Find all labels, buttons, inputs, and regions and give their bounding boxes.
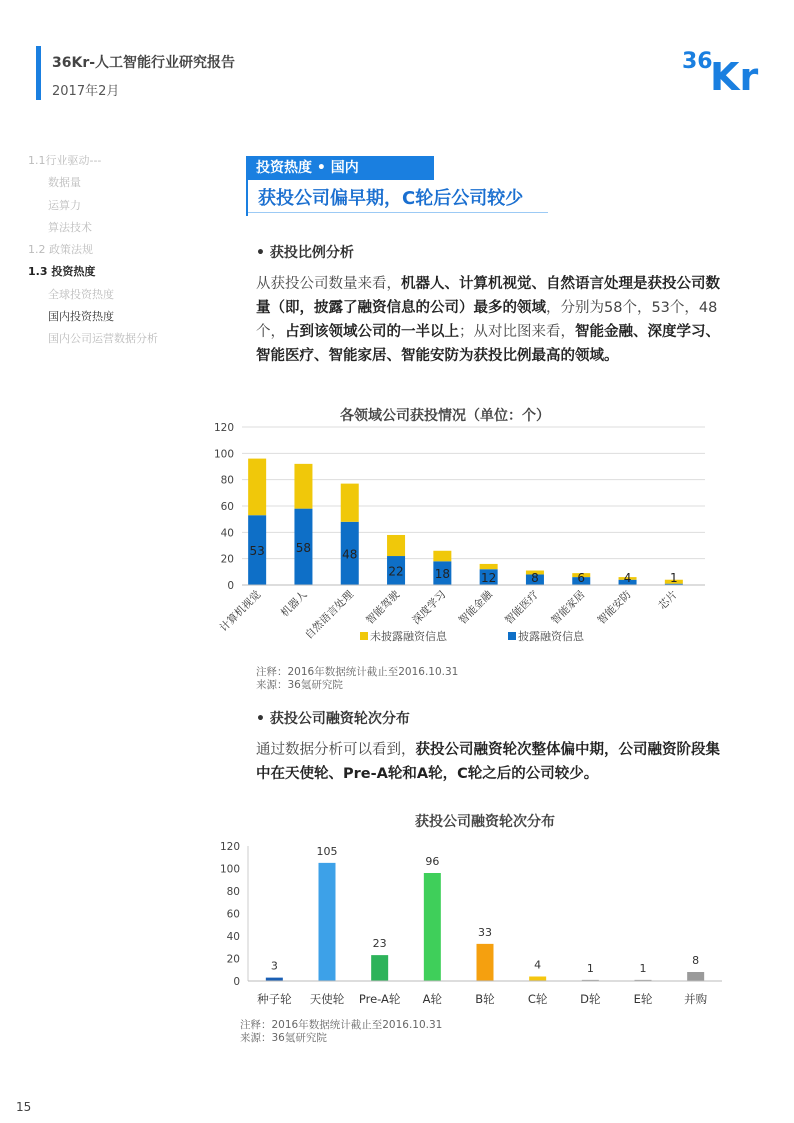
toc-item[interactable]: 1.1行业驱动--- xyxy=(28,154,102,167)
x-tick-label: 自然语言处理 xyxy=(302,588,356,642)
source2-line: 来源：36氪研究院 xyxy=(240,1032,327,1044)
x-tick-label: 深度学习 xyxy=(410,588,449,627)
bold-run: 占到该领域公司的一半以上 xyxy=(285,324,459,340)
y-tick-label: 80 xyxy=(220,474,234,487)
legend-swatch xyxy=(360,632,368,640)
section-title: 获投公司偏早期，C轮后公司较少 xyxy=(258,188,524,209)
y-tick-label: 40 xyxy=(220,527,234,540)
note1-line: 注释：2016年数据统计截止至2016.10.31 xyxy=(256,666,459,678)
bar-undisclosed xyxy=(248,459,266,516)
text-run: 通过数据分析可以看到， xyxy=(256,742,416,758)
block1-paragraph xyxy=(256,272,726,368)
chart-funding-rounds xyxy=(200,808,730,1018)
report-title: 36Kr-人工智能行业研究报告 xyxy=(52,55,236,71)
x-tick-label: 机器人 xyxy=(278,588,310,620)
bar-undisclosed xyxy=(294,464,312,509)
logo-36kr xyxy=(680,38,770,98)
bold-run: 机器人、计算机视觉、自然语言处理是获投公司数量（即，披露了融资信息的公司）最多的领域 xyxy=(256,276,720,316)
bar-undisclosed xyxy=(341,484,359,522)
y-tick-label: 20 xyxy=(226,953,240,966)
page-number: 15 xyxy=(16,1100,32,1114)
chart-title: 获投公司融资轮次分布 xyxy=(415,814,555,830)
data-label: 8 xyxy=(692,954,700,967)
x-tick-label: 天使轮 xyxy=(309,992,345,1006)
legend-label: 未披露融资信息 xyxy=(370,630,447,643)
x-tick-label: 种子轮 xyxy=(257,992,292,1006)
note1 xyxy=(256,666,458,692)
section-divider xyxy=(248,212,548,213)
x-tick-label: 智能金融 xyxy=(456,588,495,627)
y-tick-label: 60 xyxy=(220,501,234,513)
data-label: 3 xyxy=(270,959,278,973)
data-label: 1 xyxy=(586,961,594,975)
report-date: 2017年2月 xyxy=(52,84,120,99)
bar-undisclosed xyxy=(480,564,498,569)
bar xyxy=(424,873,441,981)
bar xyxy=(371,955,388,981)
x-tick-label: 计算机视觉 xyxy=(217,588,264,635)
section-tag: 投资热度 • 国内 xyxy=(248,156,434,180)
x-tick-label: A轮 xyxy=(422,992,443,1006)
bar xyxy=(529,977,546,982)
text-run: ；从对比图来看， xyxy=(459,324,575,340)
legend-swatch xyxy=(508,632,516,640)
data-label: 12 xyxy=(481,571,497,585)
note2-line: 注释：2016年数据统计截止至2016.10.31 xyxy=(240,1019,443,1031)
note2 xyxy=(240,1019,442,1045)
bold-run: 智能金融、深度学习、智能医疗、智能家居、智能安防为获投比例最高的领域。 xyxy=(256,324,720,364)
bar xyxy=(266,978,283,981)
svg-text:36: 36 xyxy=(682,49,713,74)
x-tick-label: 智能驾驶 xyxy=(363,588,403,627)
y-tick-label: 120 xyxy=(219,841,240,853)
bar xyxy=(319,863,336,981)
data-label: 58 xyxy=(295,540,312,555)
chart-title: 各领域公司获投情况（单位：个） xyxy=(340,408,550,424)
svg-text:Kr: Kr xyxy=(710,55,759,98)
bold-run: 获投公司融资轮次整体偏中期，公司融资阶段集中在天使轮、Pre-A轮和A轮，C轮之后的公司较少。 xyxy=(256,742,720,782)
data-label: 1 xyxy=(670,571,678,585)
toc-item[interactable]: 数据量 xyxy=(48,176,81,190)
bar-undisclosed xyxy=(387,535,405,556)
data-label: 48 xyxy=(342,547,358,562)
toc-item[interactable]: 运算力 xyxy=(48,198,81,212)
block2-heading: • 获投公司融资轮次分布 xyxy=(256,711,410,727)
y-tick-label: 40 xyxy=(226,931,240,943)
table-of-contents xyxy=(28,150,158,351)
data-label: 1 xyxy=(639,961,647,975)
data-label: 23 xyxy=(372,937,387,951)
bar-undisclosed xyxy=(433,551,451,562)
block2-paragraph xyxy=(256,738,726,786)
x-tick-label: E轮 xyxy=(633,992,653,1006)
toc-item[interactable]: 全球投资热度 xyxy=(48,287,114,301)
x-tick-label: 芯片 xyxy=(656,588,680,612)
x-tick-label: 智能安防 xyxy=(595,588,634,627)
data-label: 6 xyxy=(577,571,586,585)
y-tick-label: 120 xyxy=(213,422,234,434)
x-tick-label: 并购 xyxy=(684,992,708,1006)
bar xyxy=(687,972,704,981)
chart-sector-investment xyxy=(200,400,720,655)
y-tick-label: 0 xyxy=(233,976,240,988)
y-tick-label: 20 xyxy=(220,553,234,566)
data-label: 8 xyxy=(531,571,539,585)
toc-item[interactable]: 1.2 政策法规 xyxy=(28,243,93,257)
y-tick-label: 80 xyxy=(226,886,240,898)
toc-item[interactable]: 算法技术 xyxy=(48,220,92,234)
y-tick-label: 100 xyxy=(219,863,240,876)
data-label: 105 xyxy=(316,844,338,858)
data-label: 4 xyxy=(534,958,542,972)
data-label: 53 xyxy=(249,544,265,559)
x-tick-label: 智能医疗 xyxy=(502,588,542,627)
text-run: 从获投公司数量来看， xyxy=(256,276,401,292)
data-label: 18 xyxy=(434,567,450,582)
x-tick-label: C轮 xyxy=(527,992,548,1006)
y-tick-label: 100 xyxy=(213,448,234,461)
data-label: 22 xyxy=(388,564,404,579)
header-accent-bar xyxy=(36,46,41,100)
text-run: ，分别为58个，53个，48个， xyxy=(256,300,718,340)
source1-line: 来源：36氪研究院 xyxy=(256,679,343,691)
x-tick-label: B轮 xyxy=(475,992,495,1006)
x-tick-label: D轮 xyxy=(580,992,601,1006)
toc-item[interactable]: 国内投资热度 xyxy=(48,310,114,324)
bar xyxy=(477,944,494,981)
toc-item[interactable]: 国内公司运营数据分析 xyxy=(48,332,158,346)
legend-label: 披露融资信息 xyxy=(518,630,584,643)
x-tick-label: Pre-A轮 xyxy=(358,992,401,1006)
data-label: 33 xyxy=(478,925,492,939)
data-label: 96 xyxy=(425,855,440,868)
y-tick-label: 60 xyxy=(226,908,240,921)
block1-heading: • 获投比例分析 xyxy=(256,245,354,261)
toc-item[interactable]: 1.3 投资热度 xyxy=(28,265,96,279)
data-label: 4 xyxy=(623,571,632,585)
x-tick-label: 智能家居 xyxy=(549,588,588,627)
y-tick-label: 0 xyxy=(227,580,234,592)
